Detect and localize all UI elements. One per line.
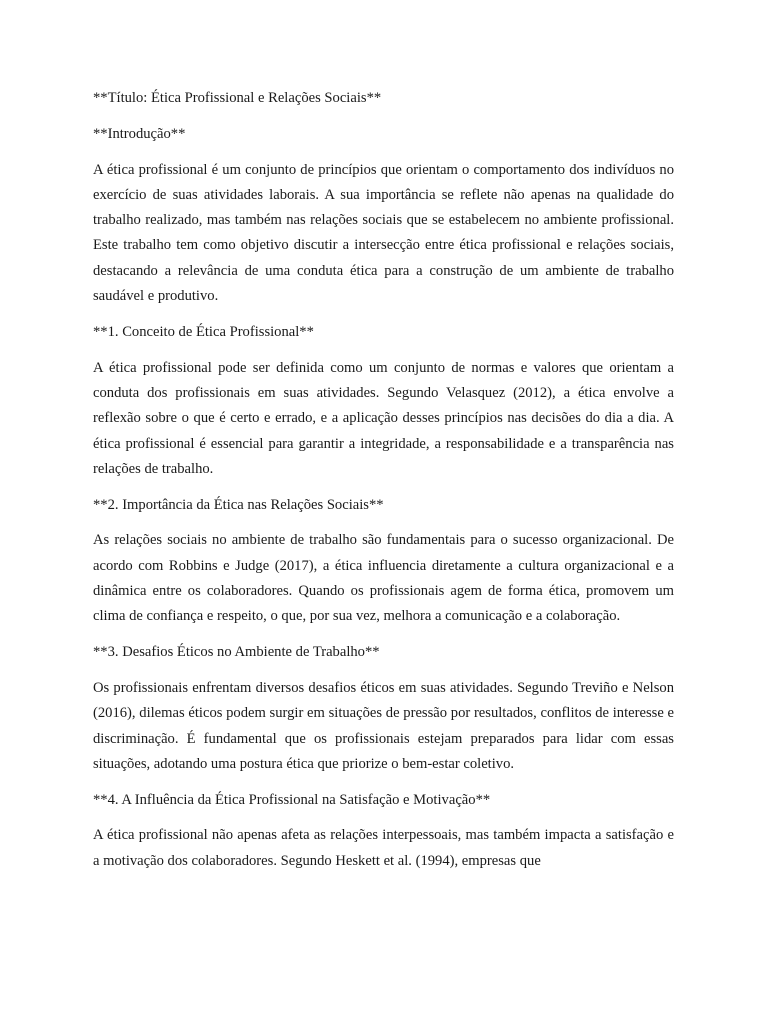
- intro-heading: **Introdução**: [93, 125, 186, 142]
- section-4-paragraph: A ética profissional não apenas afeta as relações interpessoais, mas também impacta a satisfação e a motivação dos colaboradores. Segundo Heskett et al. (1994), empresas que: [93, 827, 674, 869]
- section-1-heading: **1. Conceito de Ética Profissional**: [93, 323, 314, 340]
- section-2-paragraph: As relações sociais no ambiente de trabalho são fundamentais para o sucesso organizacional. De acordo com Robbins e Judge (2017), a ética influencia diretamente a cultura organizacional e a dinâmica entre os colaboradores. Quando os profissionais agem de forma ética, promovem um clima de confiança e respeito, o que, por sua vez, melhora a comunicação e a colaboração.: [93, 532, 674, 625]
- section-4-heading: **4. A Influência da Ética Profissional na Satisfação e Motivação**: [93, 791, 491, 808]
- document-title: **Título: Ética Profissional e Relações Sociais**: [93, 90, 382, 106]
- section-3-heading: **3. Desafios Éticos no Ambiente de Trabalho**: [93, 644, 380, 661]
- intro-paragraph: A ética profissional é um conjunto de princípios que orientam o comportamento dos indivíduos no exercício de suas atividades laborais. A sua importância se reflete não apenas na qualidade do trabalho realizado, mas também nas relações sociais que se estabelecem no ambiente profissional. Este trabalho tem como objetivo discutir a intersecção entre ética profissional e relações sociais, destacando a relevância de uma conduta ética para a construção de um ambiente de trabalho saudável e produtivo.: [93, 161, 674, 305]
- section-2-heading: **2. Importância da Ética nas Relações Sociais**: [93, 496, 384, 513]
- section-3-paragraph: Os profissionais enfrentam diversos desafios éticos em suas atividades. Segundo Treviño e Nelson (2016), dilemas éticos podem surgir em situações de pressão por resultados, conflitos de interesse e discriminação. É fundamental que os profissionais estejam preparados para lidar com essas situações, adotando uma postura ética que priorize o bem-estar coletivo.: [93, 679, 674, 772]
- section-1-paragraph: A ética profissional pode ser definida como um conjunto de normas e valores que orientam a conduta dos profissionais em suas atividades. Segundo Velasquez (2012), a ética envolve a reflexão sobre o que é certo e errado, e a aplicação desses princípios nas decisões do dia a dia. A ética profissional é essencial para garantir a integridade, a responsabilidade e a transparência nas relações de trabalho.: [93, 359, 674, 477]
- document-page: [93, 86, 674, 885]
